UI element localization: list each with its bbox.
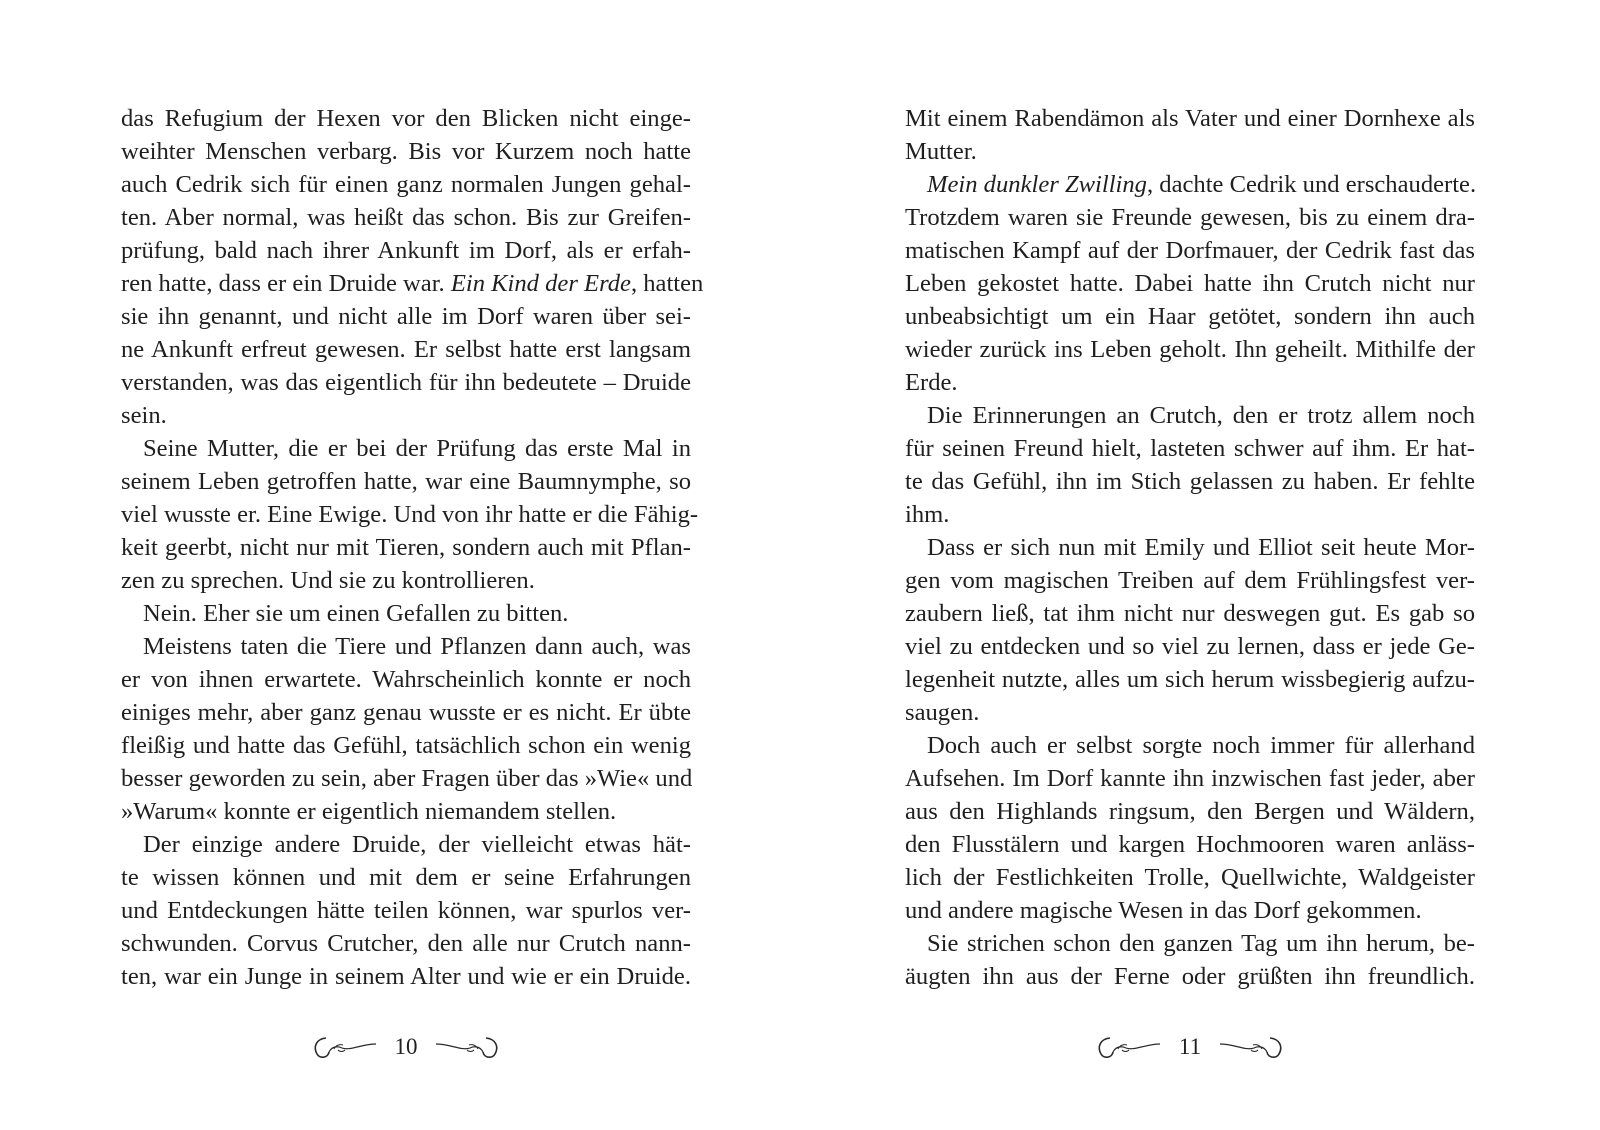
paragraph xyxy=(121,828,691,993)
paragraph xyxy=(121,102,704,432)
text-line: Mein dunkler Zwilling, dachte Cedrik und erschauderte. xyxy=(927,171,1477,198)
text-line: ne Ankunft erfreut gewesen. Er selbst hatte erst langsam xyxy=(121,336,691,363)
text-line: unbeabsichtigt um ein Haar getötet, sondern ihn auch xyxy=(905,303,1475,330)
text-line: Leben gekostet hatte. Dabei hatte ihn Crutch nicht nur xyxy=(905,270,1475,297)
text-line: zen zu sprechen. Und sie zu kontrollieren. xyxy=(121,567,535,594)
text-line: Mit einem Rabendämon als Vater und einer Dornhexe als xyxy=(905,105,1475,132)
left-page xyxy=(121,102,704,1112)
text-line: viel zu entdecken und so viel zu lernen, dass er jede Ge- xyxy=(905,633,1475,660)
text-line: gen vom magischen Treiben auf dem Frühlingsfest ver- xyxy=(905,567,1475,594)
text-line: te das Gefühl, ihn im Stich gelassen zu haben. Er fehlte xyxy=(905,468,1475,495)
italic-text: Mein dunkler Zwilling xyxy=(927,171,1147,198)
text-line: einiges mehr, aber ganz genau wusste er es nicht. Er übte xyxy=(121,699,691,726)
left-page-text xyxy=(121,102,704,993)
text-line: weihter Menschen verbarg. Bis vor Kurzem noch hatte xyxy=(121,138,691,165)
text-line: äugten ihn aus der Ferne oder grüßten ihn freundlich. xyxy=(905,963,1475,990)
text-line: den Flusstälern und kargen Hochmooren waren anläss- xyxy=(905,831,1475,858)
text-line: und Entdeckungen hätte teilen können, war spurlos ver- xyxy=(121,897,691,924)
paragraph xyxy=(121,630,691,828)
text-line: aus den Highlands ringsum, den Bergen und Wäldern, xyxy=(905,798,1475,825)
text-line: Dass er sich nun mit Emily und Elliot seit heute Mor- xyxy=(927,534,1475,561)
text-line: für seinen Freund hielt, lasteten schwer auf ihm. Er hat- xyxy=(905,435,1475,462)
text-line: auch Cedrik sich für einen ganz normalen Jungen gehal- xyxy=(121,171,691,198)
text-line: prüfung, bald nach ihrer Ankunft im Dorf, als er erfah- xyxy=(121,237,691,264)
page-number: 10 xyxy=(394,1034,418,1059)
text-line: schwunden. Corvus Crutcher, den alle nur Crutch nann- xyxy=(121,930,691,957)
swirl-ornament-right-icon xyxy=(1218,1032,1284,1062)
text-line: lich der Festlichkeiten Trolle, Quellwichte, Waldgeister xyxy=(905,864,1475,891)
text-line: saugen. xyxy=(905,699,980,726)
right-page-footer xyxy=(905,1027,1475,1067)
text-line: ihm. xyxy=(905,501,950,528)
paragraph xyxy=(121,597,691,630)
text-line: seinem Leben getroffen hatte, war eine Baumnymphe, so xyxy=(121,468,691,495)
text-line: Der einzige andere Druide, der vielleicht etwas hät- xyxy=(143,831,691,858)
page-number: 11 xyxy=(1178,1034,1202,1059)
text-line: verstanden, was das eigentlich für ihn bedeutete – Druide xyxy=(121,369,691,396)
paragraph xyxy=(905,168,1475,399)
text-line: legenheit nutzte, alles um sich herum wissbegierig aufzu- xyxy=(905,666,1475,693)
text-line: Seine Mutter, die er bei der Prüfung das erste Mal in xyxy=(143,435,691,462)
text-line: wieder zurück ins Leben geholt. Ihn geheilt. Mithilfe der xyxy=(905,336,1475,363)
right-page xyxy=(905,102,1475,1112)
paragraph xyxy=(905,927,1475,993)
text-line: fleißig und hatte das Gefühl, tatsächlich schon ein wenig xyxy=(121,732,691,759)
text-line: besser geworden zu sein, aber Fragen über das »Wie« und xyxy=(121,765,693,792)
text-line: zaubern ließ, tat ihm nicht nur deswegen gut. Es gab so xyxy=(905,600,1475,627)
text-line: das Refugium der Hexen vor den Blicken nicht einge- xyxy=(121,105,691,132)
right-page-text xyxy=(905,102,1475,993)
paragraph xyxy=(905,102,1475,168)
text-line: keit geerbt, nicht nur mit Tieren, sondern auch mit Pflan- xyxy=(121,534,691,561)
paragraph xyxy=(905,399,1475,531)
text-line: ten. Aber normal, was heißt das schon. Bis zur Greifen- xyxy=(121,204,691,231)
paragraph xyxy=(905,729,1475,927)
paragraph xyxy=(121,432,699,597)
text-line: Sie strichen schon den ganzen Tag um ihn herum, be- xyxy=(927,930,1475,957)
swirl-ornament-right-icon xyxy=(434,1032,500,1062)
text-line: te wissen können und mit dem er seine Erfahrungen xyxy=(121,864,691,891)
text-line: Mutter. xyxy=(905,138,977,165)
text-line: Nein. Eher sie um einen Gefallen zu bitten. xyxy=(143,600,569,627)
text-line: Aufsehen. Im Dorf kannte ihn inzwischen fast jeder, aber xyxy=(905,765,1475,792)
text-line: Trotzdem waren sie Freunde gewesen, bis zu einem dra- xyxy=(905,204,1475,231)
paragraph xyxy=(905,531,1475,729)
text-line: ten, war ein Junge in seinem Alter und wie er ein Druide. xyxy=(121,963,691,990)
text-line: er von ihnen erwartete. Wahrscheinlich konnte er noch xyxy=(121,666,691,693)
text-line: Erde. xyxy=(905,369,958,396)
swirl-ornament-left-icon xyxy=(312,1032,378,1062)
text-line: sie ihn genannt, und nicht alle im Dorf waren über sei- xyxy=(121,303,691,330)
text-line: Die Erinnerungen an Crutch, den er trotz allem noch xyxy=(927,402,1475,429)
left-page-footer xyxy=(121,1027,691,1067)
swirl-ornament-left-icon xyxy=(1096,1032,1162,1062)
text-line: »Warum« konnte er eigentlich niemandem stellen. xyxy=(121,798,617,825)
text-line: viel wusste er. Eine Ewige. Und von ihr hatte er die Fähig- xyxy=(121,501,699,528)
text-line: ren hatte, dass er ein Druide war. Ein Kind der Erde, hatten xyxy=(121,270,704,297)
italic-text: Ein Kind der Erde xyxy=(450,270,631,297)
text-line: und andere magische Wesen in das Dorf gekommen. xyxy=(905,897,1422,924)
text-line: Doch auch er selbst sorgte noch immer für allerhand xyxy=(927,732,1475,759)
text-line: matischen Kampf auf der Dorfmauer, der Cedrik fast das xyxy=(905,237,1475,264)
text-line: sein. xyxy=(121,402,167,429)
text-line: Meistens taten die Tiere und Pflanzen dann auch, was xyxy=(143,633,691,660)
